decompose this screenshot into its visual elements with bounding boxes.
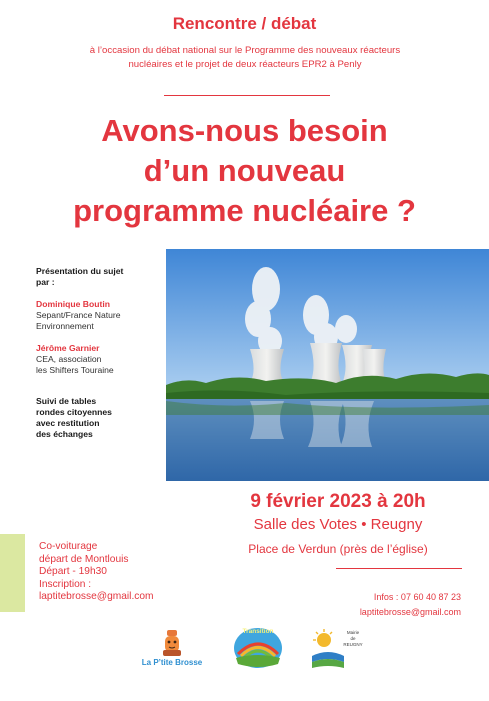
event-venue: Salle des Votes • Reugny xyxy=(253,516,423,533)
contact-phone: Infos : 07 60 40 87 23 xyxy=(373,592,461,602)
event-place: Place de Verdun (près de l’église) xyxy=(248,542,428,556)
speaker-entry xyxy=(36,299,170,332)
speaker-name: Dominique Boutin xyxy=(36,299,110,309)
speakers-intro-line: Présentation du sujet xyxy=(36,266,124,276)
event-context-subtitle xyxy=(30,44,460,72)
transition-logo-text: Transition xyxy=(242,628,274,635)
ptite-brosse-logo xyxy=(136,628,208,670)
workshop-line: avec restitution xyxy=(36,418,100,428)
mairie-text-line: Mairie xyxy=(346,630,360,635)
speaker-affiliation: Environnement xyxy=(36,321,94,331)
subtitle-line: à l’occasion du débat national sur le Programme des nouveaux réacteurs xyxy=(89,45,401,56)
carpool-line: Inscription : xyxy=(39,578,92,590)
main-headline xyxy=(0,111,489,231)
brosse-logo-text: La P’tite Brosse xyxy=(141,658,203,667)
speakers-panel xyxy=(36,266,170,440)
top-divider xyxy=(164,95,330,96)
speaker-affiliation: CEA, association xyxy=(36,354,102,364)
headline-line: Avons-nous besoin xyxy=(101,113,388,148)
carpool-email-link[interactable]: laptitebrosse@gmail.com xyxy=(39,591,154,603)
event-type-title: Rencontre / débat xyxy=(172,14,317,33)
transition-logo xyxy=(232,624,284,670)
event-date: 9 février 2023 à 20h xyxy=(250,491,426,512)
mairie-text-line: de xyxy=(350,636,356,641)
mairie-reugny-logo xyxy=(310,628,364,670)
headline-line: d’un nouveau xyxy=(143,153,346,188)
green-accent-bar xyxy=(0,534,25,612)
workshop-line: Suivi de tables xyxy=(36,396,97,406)
contact-info xyxy=(300,590,461,620)
speaker-affiliation: Sepant/France Nature xyxy=(36,310,121,320)
headline-line: programme nucléaire ? xyxy=(73,193,416,228)
workshop-line: rondes citoyennes xyxy=(36,407,112,417)
workshop-note xyxy=(36,396,170,440)
mairie-logo-text xyxy=(340,630,366,648)
speaker-affiliation: les Shifters Touraine xyxy=(36,365,114,375)
carpool-line: départ de Montlouis xyxy=(39,553,129,565)
nuclear-plant-photo xyxy=(166,249,489,481)
carpool-line: Départ - 19h30 xyxy=(39,566,107,578)
speakers-intro-line: par : xyxy=(36,277,55,287)
mairie-text-line: REUGNY xyxy=(343,642,363,647)
speaker-entry xyxy=(36,343,170,376)
nuclear-plant-illustration xyxy=(166,249,489,481)
carpool-line: Co-voiturage xyxy=(39,541,98,552)
workshop-line: des échanges xyxy=(36,429,93,439)
carpool-info xyxy=(39,541,199,604)
contact-email-link[interactable]: laptitebrosse@gmail.com xyxy=(359,607,461,617)
speaker-name: Jérôme Garnier xyxy=(36,343,100,353)
mid-divider xyxy=(336,568,462,569)
speakers-intro xyxy=(36,266,170,288)
subtitle-line: nucléaires et le projet de deux réacteurs EPR2 à Penly xyxy=(128,59,362,70)
